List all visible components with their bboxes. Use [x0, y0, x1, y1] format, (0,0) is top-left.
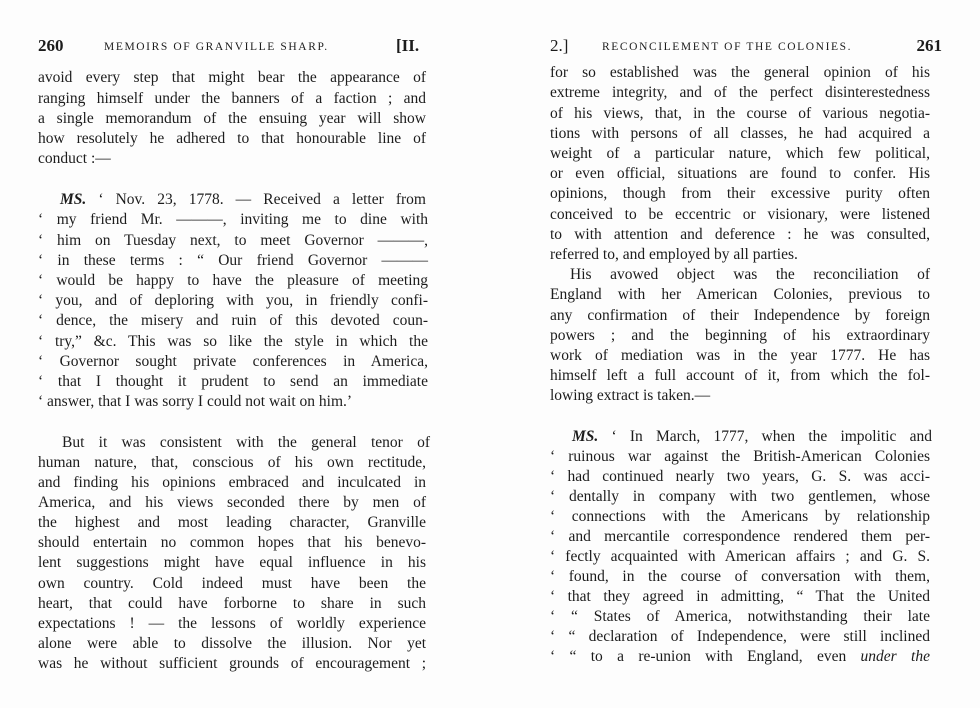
- quote-line: ‘ found, in the course of conversation with them,: [550, 568, 930, 585]
- text-line: weight of a particular nature, which few political,: [550, 145, 930, 162]
- text-line: ranging himself under the banners of a faction ; and: [38, 90, 426, 107]
- text-line: opinions, though from their excessive purity often: [550, 185, 930, 202]
- text-line: England with her American Colonies, previous to: [550, 286, 930, 303]
- running-head: MEMOIRS OF GRANVILLE SHARP.: [104, 41, 329, 53]
- quote-line: ‘ answer, that I was sorry I could not wait on him.’: [38, 393, 353, 410]
- text-line: extreme integrity, and of the perfect disinterestedness: [550, 84, 930, 101]
- quote-line: MS. ‘ Nov. 23, 1778. — Received a letter from: [60, 191, 426, 208]
- text-line: human nature, that, conscious of his own rectitude,: [38, 454, 426, 471]
- quote-line: ‘ you, and of deploring with you, in friendly confi-: [38, 292, 428, 309]
- quote-line: ‘ dentally in company with two gentlemen, whose: [550, 488, 930, 505]
- text-line: His avowed object was the reconciliation of: [570, 266, 930, 283]
- quote-line: ‘ would be happy to have the pleasure of meeting: [38, 272, 428, 289]
- quote-line: ‘ fectly acquainted with American affairs ; and G. S.: [550, 548, 930, 565]
- text-line: was he without sufficient grounds of encouragement ;: [38, 655, 426, 672]
- quote-line: ‘ had continued nearly two years, G. S. was acci-: [550, 468, 930, 485]
- running-head: RECONCILEMENT OF THE COLONIES.: [602, 41, 853, 53]
- text-line: conceived to be eccentric or visionary, were listened: [550, 206, 930, 223]
- text-line: for so established was the general opinion of his: [550, 64, 930, 81]
- text-line: how resolutely he adhered to that honourable line of: [38, 130, 426, 147]
- quote-line: MS. ‘ In March, 1777, when the impolitic and: [572, 428, 932, 445]
- text-line: alone were able to dissolve the illusion. Nor yet: [38, 635, 426, 652]
- text-line: avoid every step that might bear the appearance of: [38, 69, 426, 86]
- left-page-header: [38, 34, 430, 58]
- text-line: own country. Cold indeed must have been the: [38, 575, 426, 592]
- text-line: and finding his opinions embraced and inculcated in: [38, 474, 426, 491]
- quote-line: ‘ and mercantile correspondence rendered them per-: [550, 528, 930, 545]
- text-line: tions with persons of all classes, he had acquired a: [550, 125, 930, 142]
- text-line: powers ; and the beginning of his extraordinary: [550, 327, 930, 344]
- quote-line: ‘ him on Tuesday next, to meet Governor ———,: [38, 232, 428, 249]
- chapter-marker: [II.: [396, 36, 420, 55]
- text-line: conduct :—: [38, 150, 111, 167]
- quote-line: ‘ “ States of America, notwithstanding their late: [550, 608, 930, 625]
- quote-line: ‘ that I thought it prudent to send an immediate: [38, 373, 428, 390]
- text-line: referred to, and employed by all parties.: [550, 246, 798, 263]
- quote-line: ‘ connections with the Americans by relationship: [550, 508, 930, 525]
- text-line: himself left a full account of it, from which the fol-: [550, 367, 930, 384]
- text-line: lent suggestions might have equal influence in his: [38, 554, 426, 571]
- quote-line: ‘ ruinous war against the British-American Colonies: [550, 448, 930, 465]
- right-page-header: [550, 34, 942, 58]
- text-line: should entertain no common hopes that his benevo-: [38, 534, 426, 551]
- chapter-marker: 2.]: [550, 36, 569, 55]
- quote-line: ‘ that they agreed in admitting, “ That the United: [550, 588, 930, 605]
- quote-line: ‘ Governor sought private conferences in America,: [38, 353, 428, 370]
- text-line: America, and his views seconded there by men of: [38, 494, 426, 511]
- text-line: a single memorandum of the ensuing year will show: [38, 110, 426, 127]
- page-number: 260: [38, 36, 64, 55]
- text-line: or even official, situations are found to confer. His: [550, 165, 930, 182]
- text-line: of his views, that, in the course of various negotia-: [550, 105, 930, 122]
- text-line: heart, that could have forborne to share in such: [38, 595, 426, 612]
- quote-line: ‘ “ to a re-union with England, even under the: [550, 648, 930, 665]
- text-line: lowing extract is taken.—: [550, 387, 711, 404]
- quote-line: ‘ “ declaration of Independence, were still inclined: [550, 628, 930, 645]
- text-line: But it was consistent with the general tenor of: [62, 434, 430, 451]
- quote-line: ‘ dence, the misery and ruin of this devoted coun-: [38, 312, 428, 329]
- page-number: 261: [916, 36, 942, 55]
- right-page: [490, 0, 980, 708]
- text-line: any confirmation of their Independence by foreign: [550, 307, 930, 324]
- quote-line: ‘ my friend Mr. ———, inviting me to dine with: [38, 211, 428, 228]
- quote-line: ‘ in these terms : “ Our friend Governor ———: [38, 252, 428, 269]
- quote-line: ‘ try,” &c. This was so like the style in which the: [38, 333, 428, 350]
- text-line: expectations ! — the lessons of worldly experience: [38, 615, 426, 632]
- text-line: work of mediation was in the year 1777. He has: [550, 347, 930, 364]
- text-line: to with attention and deference : he was consulted,: [550, 226, 930, 243]
- text-line: the highest and most leading character, Granville: [38, 514, 426, 531]
